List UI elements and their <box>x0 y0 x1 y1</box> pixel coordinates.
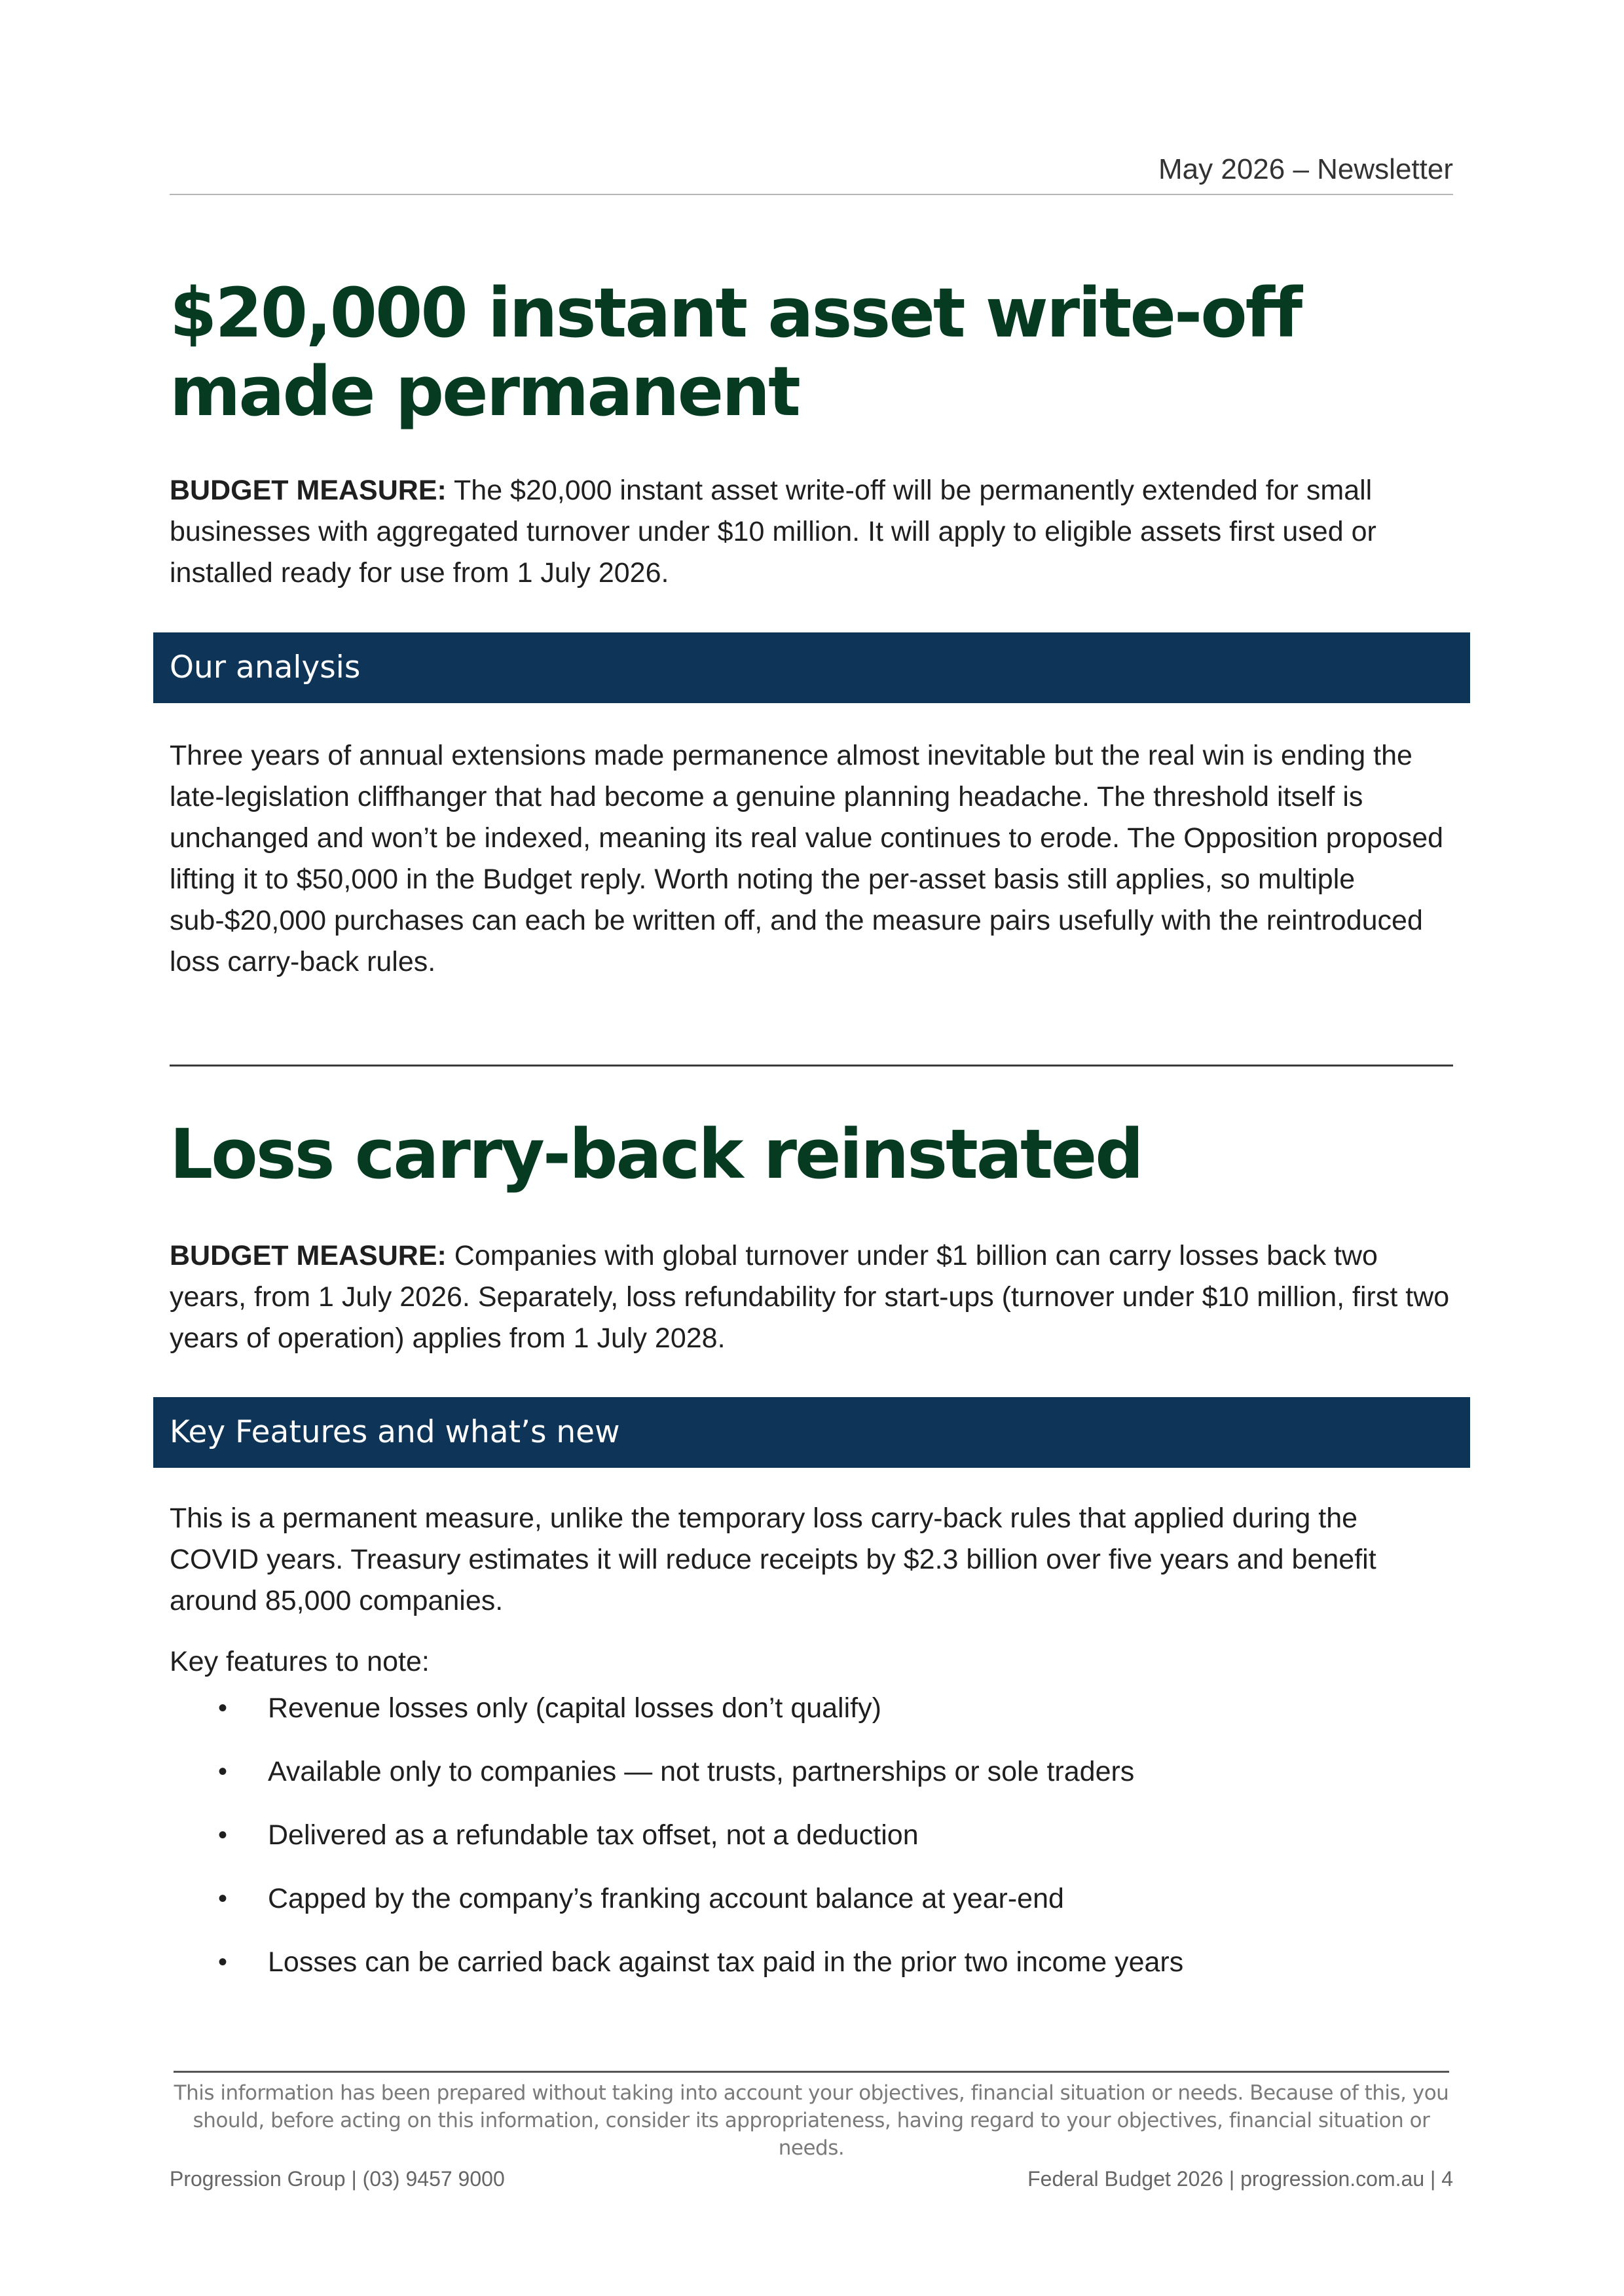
footer-page-info: Federal Budget 2026 | progression.com.au | 4 <box>1027 2167 1453 2191</box>
list-item-text: Capped by the company’s franking account balance at year-end <box>268 1883 1064 1914</box>
list-item-text: Available only to companies — not trusts, partnerships or sole traders <box>268 1756 1135 1787</box>
list-item <box>170 1815 1453 1878</box>
list-item <box>170 1751 1453 1815</box>
page-header <box>170 152 1453 195</box>
section-bar-label: Our analysis <box>170 649 361 685</box>
bullet-icon: • <box>218 1884 228 1913</box>
budget-measure-paragraph-2 <box>170 1235 1453 1359</box>
section-heading-asset-write-off: $20,000 instant asset write-off made permanent <box>170 273 1301 431</box>
key-features-intro-paragraph: This is a permanent measure, unlike the temporary loss carry-back rules that applied during the COVID years. Treasury estimates it will reduce receipts by $2.3 billion over five years and benefit around 85,000 companies. <box>170 1503 1376 1616</box>
budget-measure-paragraph-1 <box>170 470 1453 594</box>
budget-measure-text: The $20,000 instant asset write-off will be permanently extended for small businesses with aggregated turnover under $10 million. It will apply to eligible assets first used or installed ready for use from 1 July 2026. <box>170 475 1376 589</box>
newsletter-date-title: May 2026 – Newsletter <box>1158 153 1453 185</box>
list-item <box>170 1878 1453 1942</box>
budget-measure-label: BUDGET MEASURE: <box>170 1240 447 1271</box>
bullet-icon: • <box>218 1948 228 1977</box>
key-features-list <box>170 1688 1453 2005</box>
footer-disclaimer: This information has been prepared without taking into account your objectives, financial situation or needs. Because of this, you should, before acting on this information, consider its appropriateness, having regard to your objectives, financial situation or needs. <box>174 2081 1449 2160</box>
list-item-text: Revenue losses only (capital losses don’t qualify) <box>268 1692 881 1724</box>
section-bar-key-features <box>153 1397 1470 1468</box>
budget-measure-text: Companies with global turnover under $1 billion can carry losses back two years, from 1 July 2026. Separately, loss refundability for start-ups (turnover under $10 million, first two years of operation) applies from 1 July 2028. <box>170 1240 1450 1354</box>
bullet-icon: • <box>218 1821 228 1850</box>
bullet-icon: • <box>218 1757 228 1786</box>
key-features-lead-in: Key features to note: <box>170 1646 430 1677</box>
budget-measure-label: BUDGET MEASURE: <box>170 475 447 506</box>
section-bar-label: Key Features and what’s new <box>170 1414 620 1450</box>
list-item-text: Delivered as a refundable tax offset, not a deduction <box>268 1819 919 1851</box>
list-item <box>170 1942 1453 2005</box>
list-item <box>170 1688 1453 1751</box>
bullet-icon: • <box>218 1694 228 1722</box>
section-divider <box>170 1065 1453 1066</box>
list-item-text: Losses can be carried back against tax paid in the prior two income years <box>268 1946 1184 1978</box>
footer-company-contact: Progression Group | (03) 9457 9000 <box>170 2167 505 2191</box>
footer-divider <box>174 2071 1449 2073</box>
section-bar-our-analysis <box>153 632 1470 703</box>
analysis-paragraph: Three years of annual extensions made permanence almost inevitable but the real win is ending the late-legislation cliffhanger that had become a genuine planning headache. The threshold itself is unchanged and won’t be indexed, meaning its real value continues to erode. The Opposition proposed lifting it to $50,000 in the Budget reply. Worth noting the per-asset basis still applies, so multiple sub-$20,000 purchases can each be written off, and the measure pairs usefully with the reintroduced loss carry-back rules. <box>170 740 1444 977</box>
section-heading-loss-carry-back: Loss carry-back reinstated <box>170 1114 1142 1194</box>
